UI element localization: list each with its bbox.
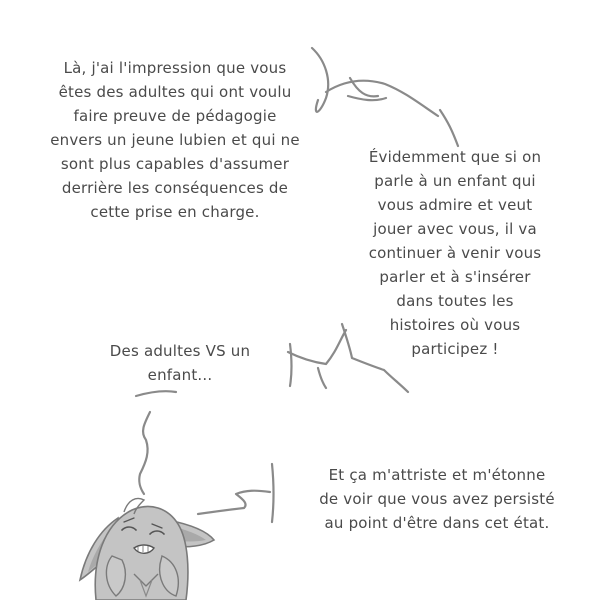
bubble-2-line-9: participez ! [411, 340, 499, 358]
sad-creature [80, 499, 214, 600]
bubble-2-line-2: parle à un enfant qui [374, 172, 536, 190]
bubble-3-line-2: enfant... [147, 366, 213, 384]
bubble-1-line-3: faire preuve de pédagogie [73, 107, 277, 125]
bubble-2-line-6: parler et à s'insérer [379, 268, 531, 286]
bubble-2-line-7: dans toutes les [396, 292, 514, 310]
bubble-1-line-2: êtes des adultes qui ont voulu [58, 83, 292, 101]
bubble-4-line-3: au point d'être dans cet état. [324, 514, 550, 532]
bubble-1-line-1: Là, j'ai l'impression que vous [63, 59, 287, 77]
bubble-4-line-2: de voir que vous avez persisté [319, 490, 555, 508]
bubble-2-line-5: continuer à venir vous [368, 244, 542, 262]
bubble-2-line-4: jouer avec vous, il va [373, 220, 537, 238]
bubble-1-line-7: cette prise en charge. [90, 203, 260, 221]
bubble-2-line-1: Évidemment que si on [368, 148, 542, 166]
bubble-4-line-1: Et ça m'attriste et m'étonne [328, 466, 546, 484]
bubble-3-line-1: Des adultes VS un [109, 342, 251, 360]
bubble-2-line-8: histoires où vous [389, 316, 521, 334]
bubble-2-line-3: vous admire et veut [377, 196, 533, 214]
bubble-1-line-4: envers un jeune lubien et qui ne [50, 131, 300, 149]
bubble-1-line-5: sont plus capables d'assumer [60, 155, 290, 173]
bubble-1-line-6: derrière les conséquences de [61, 179, 289, 197]
